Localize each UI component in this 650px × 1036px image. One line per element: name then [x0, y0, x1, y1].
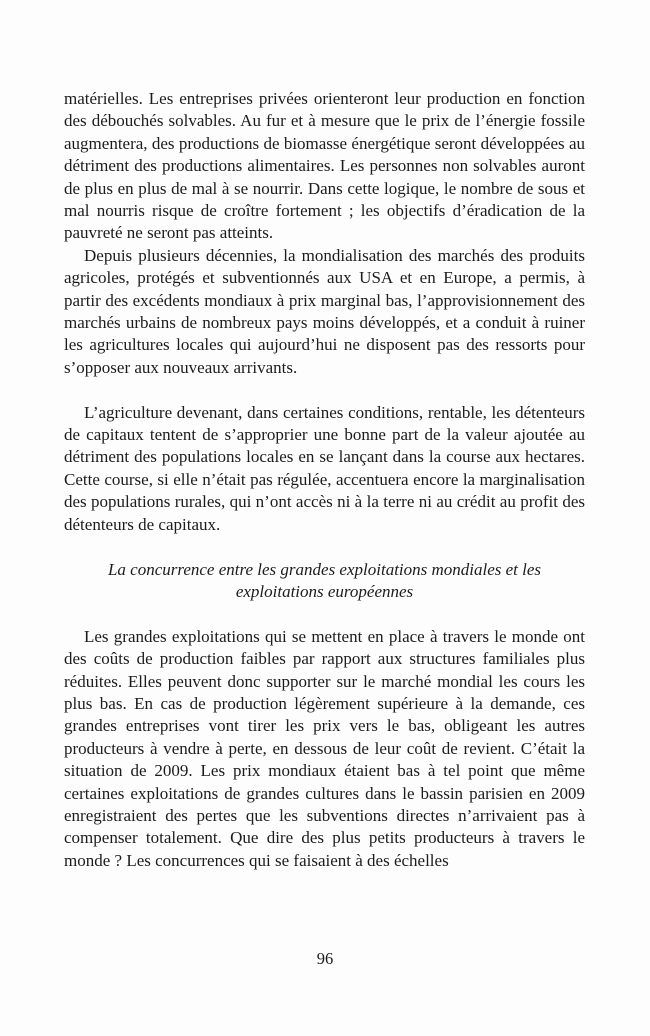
page-number: 96 — [316, 949, 334, 968]
section-heading: La concurrence entre les grandes exploitations mondiales et les exploitations européennes — [107, 559, 542, 601]
body-paragraph-2: Depuis plusieurs décennies, la mondialisation des marchés des produits agricoles, protégés et subventionnés aux USA et en Europe, a permis, à partir des excédents mondiaux à prix marginal bas, l’approvisionnement des marchés urbains de nombreux pays moins développés, et a conduit à ruiner les agricultures locales qui aujourd’hui ne disposent pas des ressorts pour s’opposer aux nouveaux arrivants. — [64, 245, 585, 377]
body-paragraph-1: matérielles. Les entreprises privées orienteront leur production en fonction des débouchés solvables. Au fur et à mesure que le prix de l’énergie fossile augmentera, des productions de biomasse énergétique seront développées au détriment des productions alimentaires. Les personnes non solvables auront de plus en plus de mal à se nourrir. Dans cette logique, le nombre de sous et mal nourris risque de croître fortement ; les objectifs d’éradication de la pauvreté ne seront pas atteints. — [64, 89, 585, 243]
body-paragraph-3: L’agriculture devenant, dans certaines conditions, rentable, les détenteurs de capitaux tentent de s’approprier une bonne part de la valeur ajoutée au détriment des populations locales en se lançant dans la course aux hectares. Cette course, si elle n’était pas régulée, accentuera encore la marginalisation des populations rurales, qui n’ont accès ni à la terre ni au crédit au profit des détenteurs de capitaux. — [64, 402, 585, 534]
body-paragraph-4: Les grandes exploitations qui se mettent en place à travers le monde ont des coûts de production faibles par rapport aux structures familiales plus réduites. Elles peuvent donc supporter sur le marché mondial les cours les plus bas. En cas de production légèrement supérieure à la demande, ces grandes entreprises vont tirer les prix vers le bas, obligeant les autres producteurs à vendre à perte, en dessous de leur coût de revient. C’était la situation de 2009. Les prix mondiaux étaient bas à tel point que même certaines exploitations de grandes cultures dans le bassin parisien en 2009 enregistraient des pertes que les subventions directes n’arrivaient pas à compenser totalement. Que dire des plus petits producteurs à travers le monde ? Les concurrences qui se faisaient à des échelles — [64, 626, 585, 870]
text-block — [64, 88, 585, 872]
